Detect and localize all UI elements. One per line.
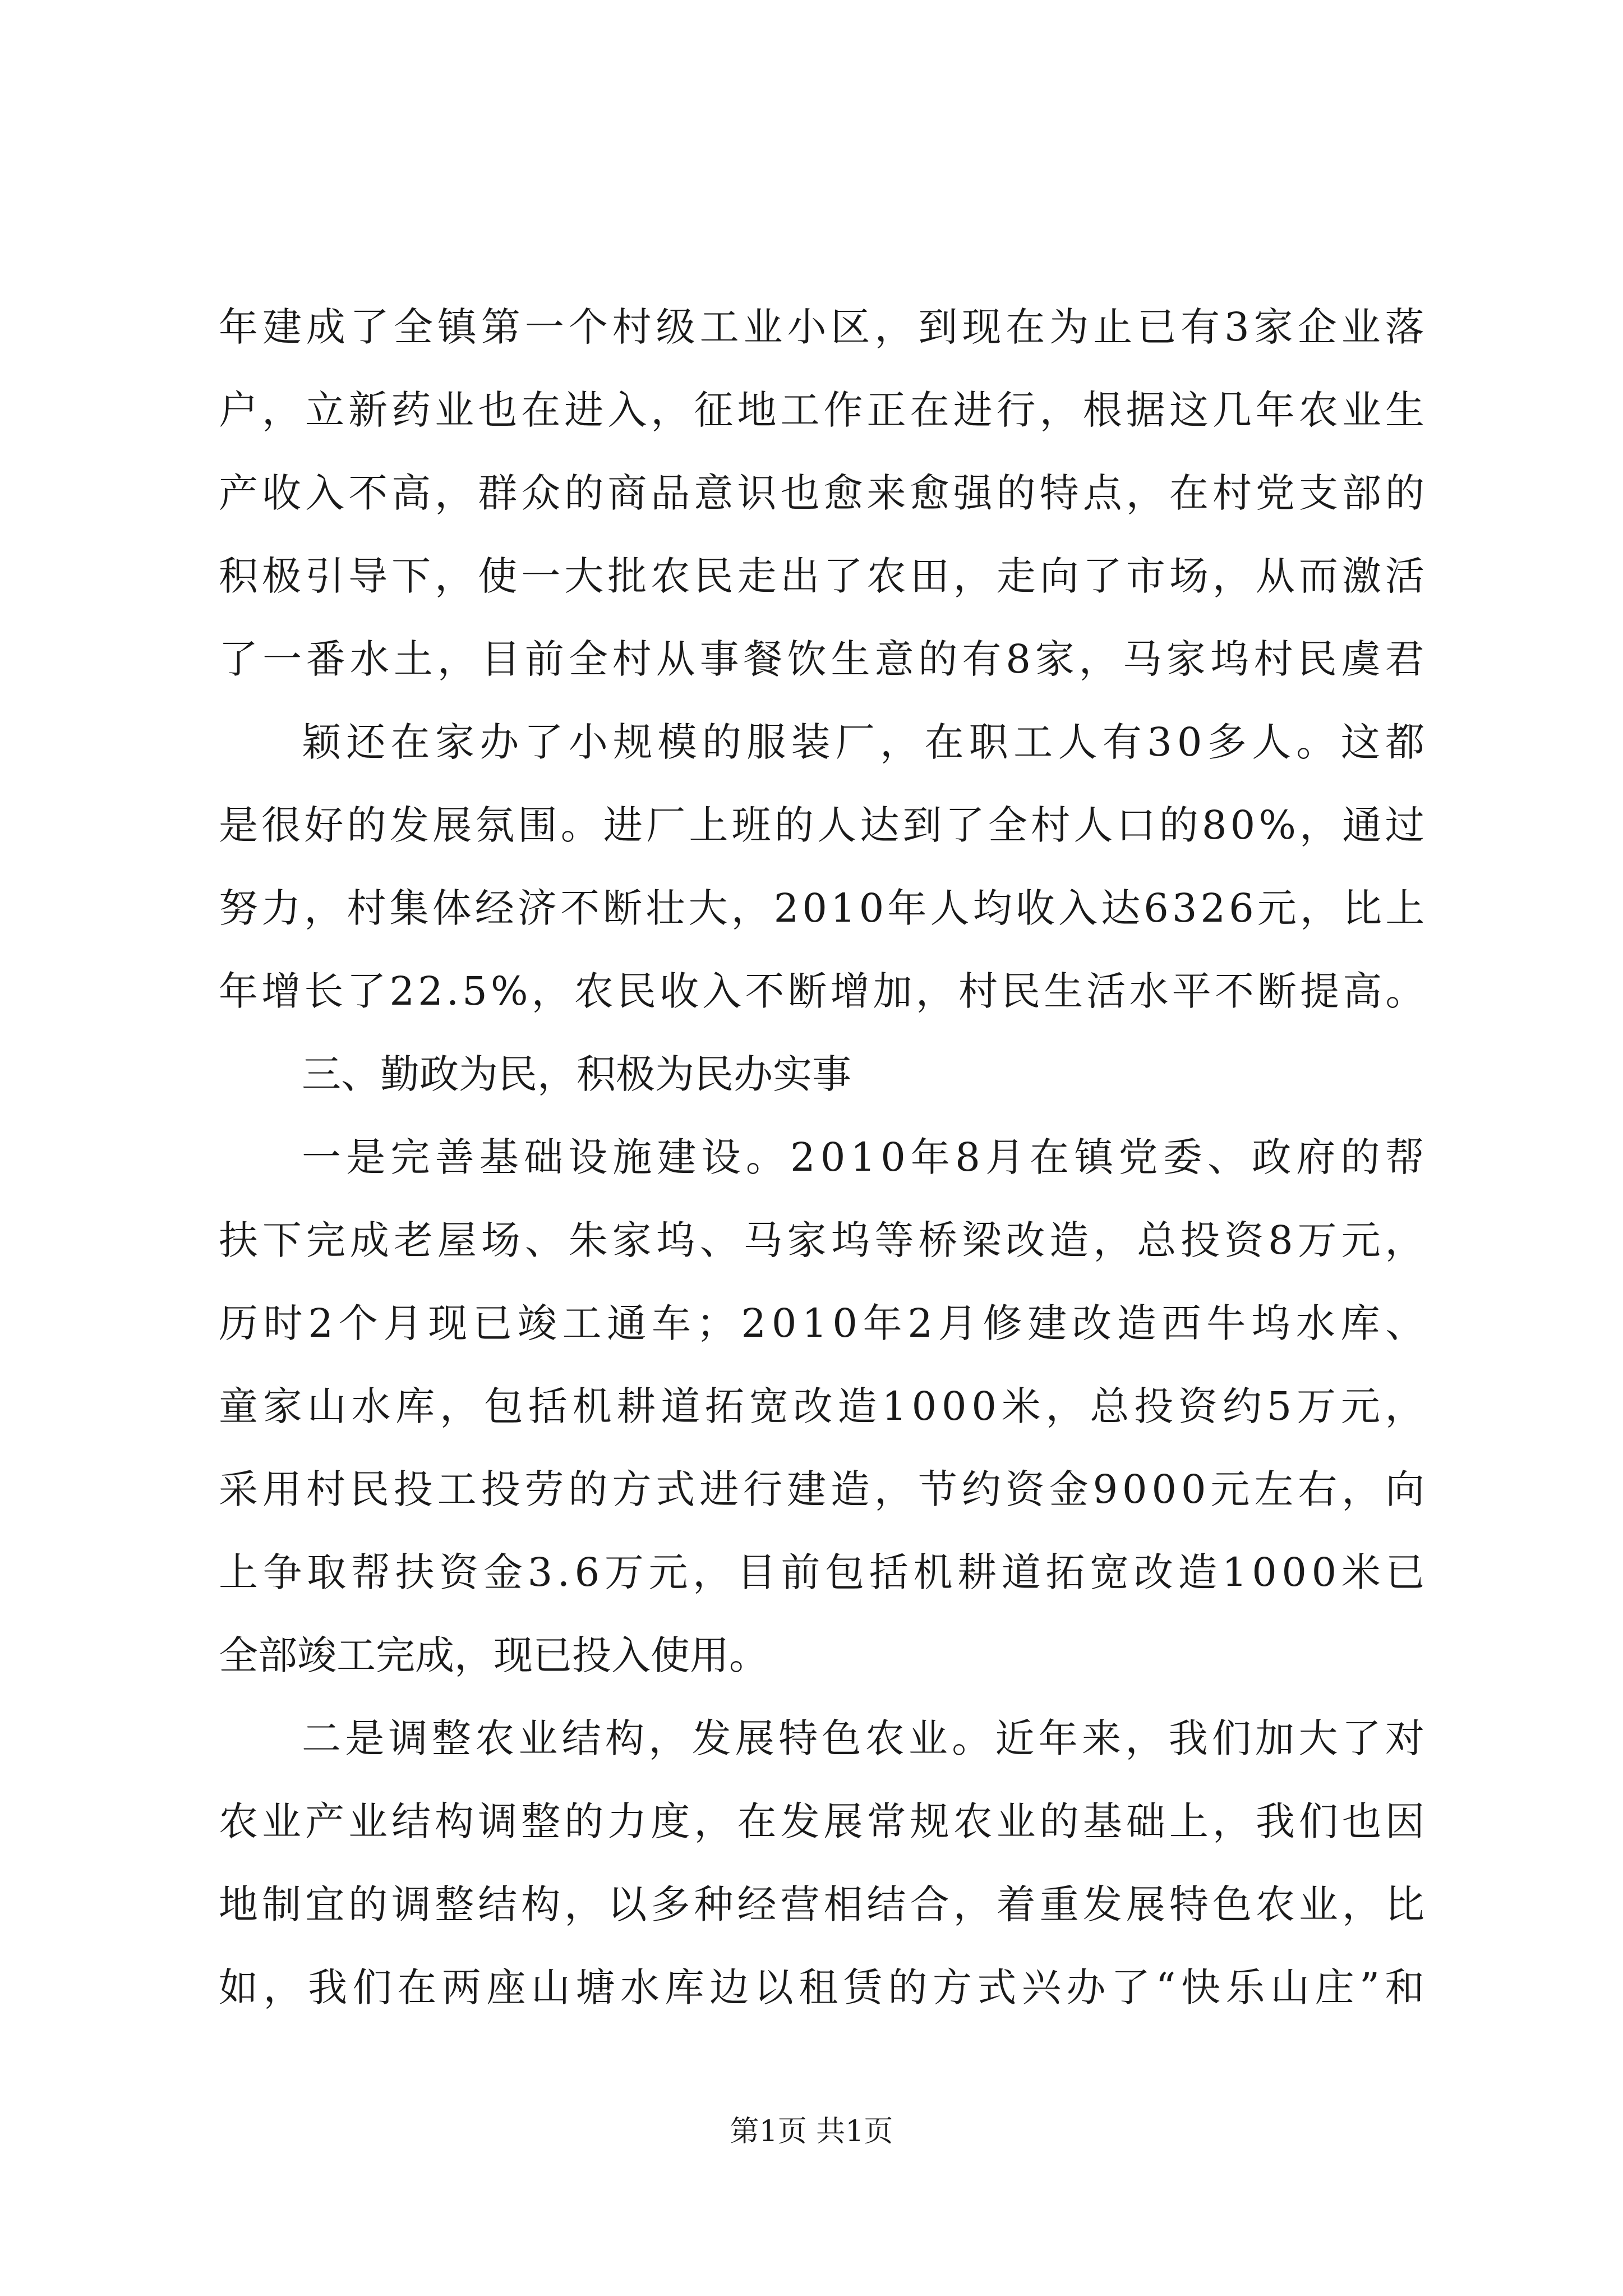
text-line: 户，立新药业也在进入，征地工作正在进行，根据这几年农业生 [219,387,1429,433]
text-line: 农业产业结构调整的力度，在发展常规农业的基础上，我们也因 [219,1798,1429,1844]
text-line: 如，我们在两座山塘水库边以租赁的方式兴办了“快乐山庄”和 [219,1964,1430,2010]
text-line: 是很好的发展氛围。进厂上班的人达到了全村人口的80%，通过 [219,802,1428,848]
text-line: 扶下完成老屋场、朱家坞、马家坞等桥梁改造，总投资8万元， [219,1217,1429,1263]
text-line: 历时2个月现已竣工通车；2010年2月修建改造西牛坞水库、 [219,1300,1430,1346]
text-line: 二是调整农业结构，发展特色农业。近年来，我们加大了对 [302,1715,1429,1761]
text-line: 全部竣工完成，现已投入使用。 [219,1632,768,1678]
text-line: 一是完善基础设施建设。2010年8月在镇党委、政府的帮 [302,1134,1430,1180]
section-heading: 三、勤政为民，积极为民办实事 [302,1051,851,1097]
text-line: 产收入不高，群众的商品意识也愈来愈强的特点，在村党支部的 [219,470,1429,516]
text-line: 积极引导下，使一大批农民走出了农田，走向了市场，从而激活 [219,553,1429,599]
text-line: 上争取帮扶资金3.6万元，目前包括机耕道拓宽改造1000米已 [219,1549,1430,1595]
text-line: 年增长了22.5%，农民收入不断增加，村民生活水平不断提高。 [219,968,1428,1014]
text-line: 努力，村集体经济不断壮大，2010年人均收入达6326元，比上 [219,885,1428,931]
text-line: 年建成了全镇第一个村级工业小区，到现在为止已有3家企业落 [219,304,1429,350]
page-number-footer: 第1页 共1页 [730,2115,893,2148]
text-line: 地制宜的调整结构，以多种经营相结合，着重发展特色农业，比 [219,1881,1429,1927]
text-line: 采用村民投工投劳的方式进行建造，节约资金9000元左右，向 [219,1466,1430,1512]
text-line: 颖还在家办了小规模的服装厂，在职工人有30多人。这都 [302,719,1430,765]
text-line: 了一番水土，目前全村从事餐饮生意的有8家，马家坞村民虞君 [219,636,1429,682]
text-line: 童家山水库，包括机耕道拓宽改造1000米，总投资约5万元， [219,1383,1430,1429]
